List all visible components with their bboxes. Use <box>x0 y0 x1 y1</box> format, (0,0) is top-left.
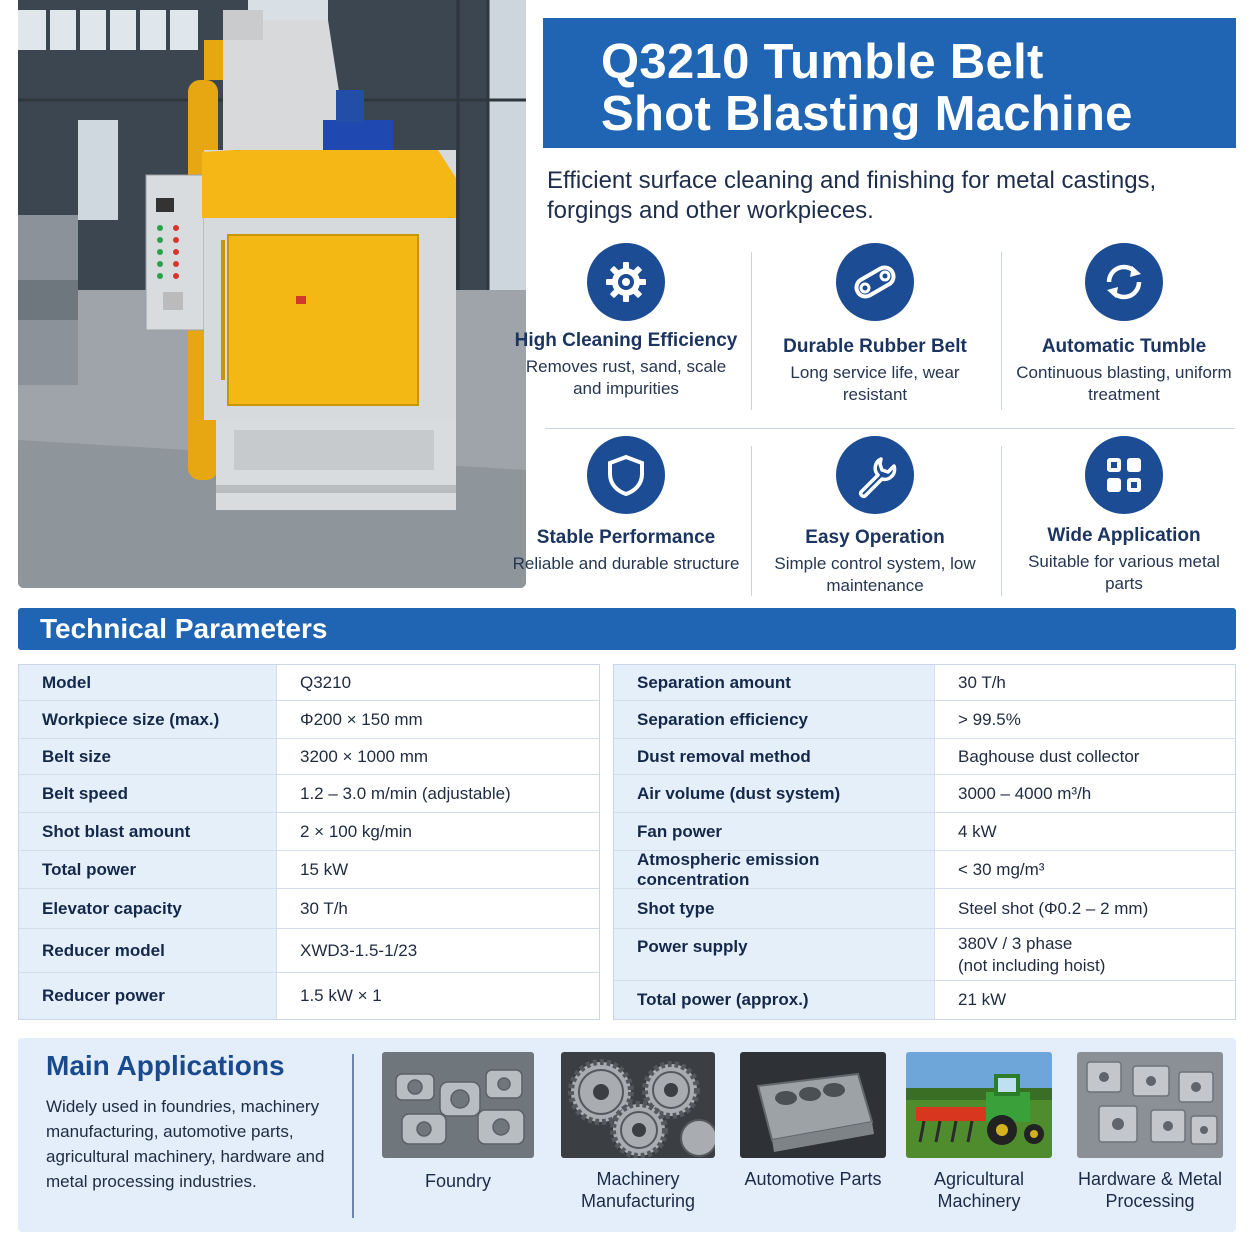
feature-card <box>511 243 741 400</box>
param-key: Shot type <box>614 889 935 928</box>
param-key: Total power (approx.) <box>614 981 935 1019</box>
refresh-icon <box>1085 243 1163 321</box>
param-value: 380V / 3 phase (not including hoist) <box>958 933 1106 975</box>
table-row <box>614 701 1235 739</box>
table-row <box>19 665 599 701</box>
table-row <box>614 851 1235 889</box>
param-key: Air volume (dust system) <box>614 775 935 812</box>
application-card <box>906 1052 1052 1212</box>
feature-title: Stable Performance <box>536 527 716 548</box>
param-key: Elevator capacity <box>19 889 277 928</box>
parameters-table-right <box>613 664 1236 1020</box>
feature-title: Easy Operation <box>805 527 945 548</box>
param-key: Workpiece size (max.) <box>19 701 277 738</box>
feature-divider <box>1001 252 1002 410</box>
feature-title: Automatic Tumble <box>1041 336 1207 357</box>
table-row <box>19 929 599 973</box>
main-applications-panel <box>18 1038 1236 1232</box>
application-card <box>561 1052 715 1212</box>
param-key: Fan power <box>614 813 935 850</box>
feature-card <box>1009 436 1239 595</box>
param-value: 1.5 kW × 1 <box>300 986 382 1005</box>
param-key: Belt size <box>19 739 277 774</box>
gear-icon <box>587 243 665 321</box>
feature-desc: Suitable for various metal parts <box>1028 552 1220 593</box>
foundry-parts-image <box>382 1052 534 1158</box>
engine-block-image <box>740 1052 886 1158</box>
feature-card <box>760 436 990 597</box>
param-value: 21 kW <box>958 990 1007 1009</box>
page-title-line-1: Q3210 Tumble Belt <box>601 35 1044 89</box>
param-key: Model <box>19 665 277 700</box>
param-value: 3200 × 1000 mm <box>300 746 429 766</box>
param-key: Belt speed <box>19 775 277 812</box>
feature-desc: Removes rust, sand, scale and impurities <box>525 357 727 398</box>
param-key: Separation amount <box>614 665 935 700</box>
table-row <box>19 739 599 775</box>
divider <box>352 1054 354 1218</box>
param-value: Φ200 × 150 mm <box>300 709 423 729</box>
table-row <box>19 701 599 739</box>
feature-desc: Continuous blasting, uniform treatment <box>1016 363 1232 404</box>
param-key: Dust removal method <box>614 739 935 774</box>
param-key: Power supply <box>614 929 935 980</box>
param-value: < 30 mg/m³ <box>958 859 1045 879</box>
param-value: 30 T/h <box>958 672 1006 692</box>
table-row <box>19 851 599 889</box>
param-key: Reducer power <box>19 973 277 1019</box>
feature-divider <box>751 252 752 410</box>
table-row <box>614 889 1235 929</box>
feature-divider <box>751 446 752 596</box>
application-label: Hardware & Metal Processing <box>1077 1169 1223 1211</box>
application-card <box>1077 1052 1223 1212</box>
param-value: Baghouse dust collector <box>958 746 1140 766</box>
table-row <box>19 973 599 1019</box>
param-key: Total power <box>19 851 277 888</box>
param-key: Shot blast amount <box>19 813 277 850</box>
param-key: Reducer model <box>19 929 277 972</box>
param-value: Q3210 <box>300 672 352 692</box>
feature-card <box>1009 243 1239 406</box>
table-row <box>614 929 1235 981</box>
apps-grid-icon <box>1085 436 1163 514</box>
feature-row-divider <box>545 428 1235 429</box>
param-value: 15 kW <box>300 859 349 879</box>
parameters-table-left <box>18 664 600 1020</box>
feature-grid <box>512 240 1235 606</box>
page-title-line-2: Shot Blasting Machine <box>601 87 1133 141</box>
feature-desc: Long service life, wear resistant <box>790 363 960 404</box>
application-card <box>740 1052 886 1190</box>
table-row <box>19 813 599 851</box>
application-label: Machinery Manufacturing <box>580 1169 696 1211</box>
param-value: Steel shot (Φ0.2 – 2 mm) <box>958 898 1149 918</box>
application-label: Foundry <box>424 1171 492 1191</box>
table-row <box>614 981 1235 1019</box>
shield-icon <box>587 436 665 514</box>
param-value: XWD3-1.5-1/23 <box>300 940 418 960</box>
application-label: Automotive Parts <box>744 1169 882 1189</box>
application-card <box>382 1052 534 1192</box>
table-row <box>614 739 1235 775</box>
hardware-parts-image <box>1077 1052 1223 1158</box>
title-banner <box>543 18 1236 148</box>
application-label: Agricultural Machinery <box>933 1169 1025 1211</box>
param-value: 2 × 100 kg/min <box>300 821 412 841</box>
param-value: 4 kW <box>958 821 997 841</box>
feature-title: Wide Application <box>1047 525 1201 546</box>
machine-photo <box>18 0 526 588</box>
table-row <box>614 665 1235 701</box>
param-key: Atmospheric emission concentration <box>614 851 935 888</box>
table-row <box>19 889 599 929</box>
wrench-icon <box>836 436 914 514</box>
table-row <box>614 813 1235 851</box>
feature-desc: Reliable and durable structure <box>512 554 740 573</box>
feature-card <box>511 436 741 575</box>
param-key: Separation efficiency <box>614 701 935 738</box>
param-value: > 99.5% <box>958 709 1021 729</box>
applications-description: Widely used in foundries, machinery manufacturing, automotive parts, agricultural machinery, hardware and metal processing industries. <box>46 1097 325 1191</box>
table-row <box>19 775 599 813</box>
table-row <box>614 775 1235 813</box>
section-title: Main Applications <box>46 1050 285 1081</box>
param-value: 3000 – 4000 m³/h <box>958 783 1092 803</box>
feature-card <box>760 243 990 406</box>
feature-title: High Cleaning Efficiency <box>514 330 738 351</box>
subtitle: Efficient surface cleaning and finishing for metal castings, forgings and other workpieces. <box>547 167 1157 224</box>
section-header-technical-parameters <box>18 608 1236 650</box>
belt-icon <box>836 243 914 321</box>
gears-image <box>561 1052 715 1158</box>
param-value: 30 T/h <box>300 898 348 918</box>
feature-title: Durable Rubber Belt <box>783 336 967 357</box>
param-value: 1.2 – 3.0 m/min (adjustable) <box>300 783 511 803</box>
tractor-image <box>906 1052 1052 1158</box>
feature-divider <box>1001 446 1002 596</box>
feature-desc: Simple control system, low maintenance <box>774 554 976 595</box>
section-title: Technical Parameters <box>40 613 328 644</box>
